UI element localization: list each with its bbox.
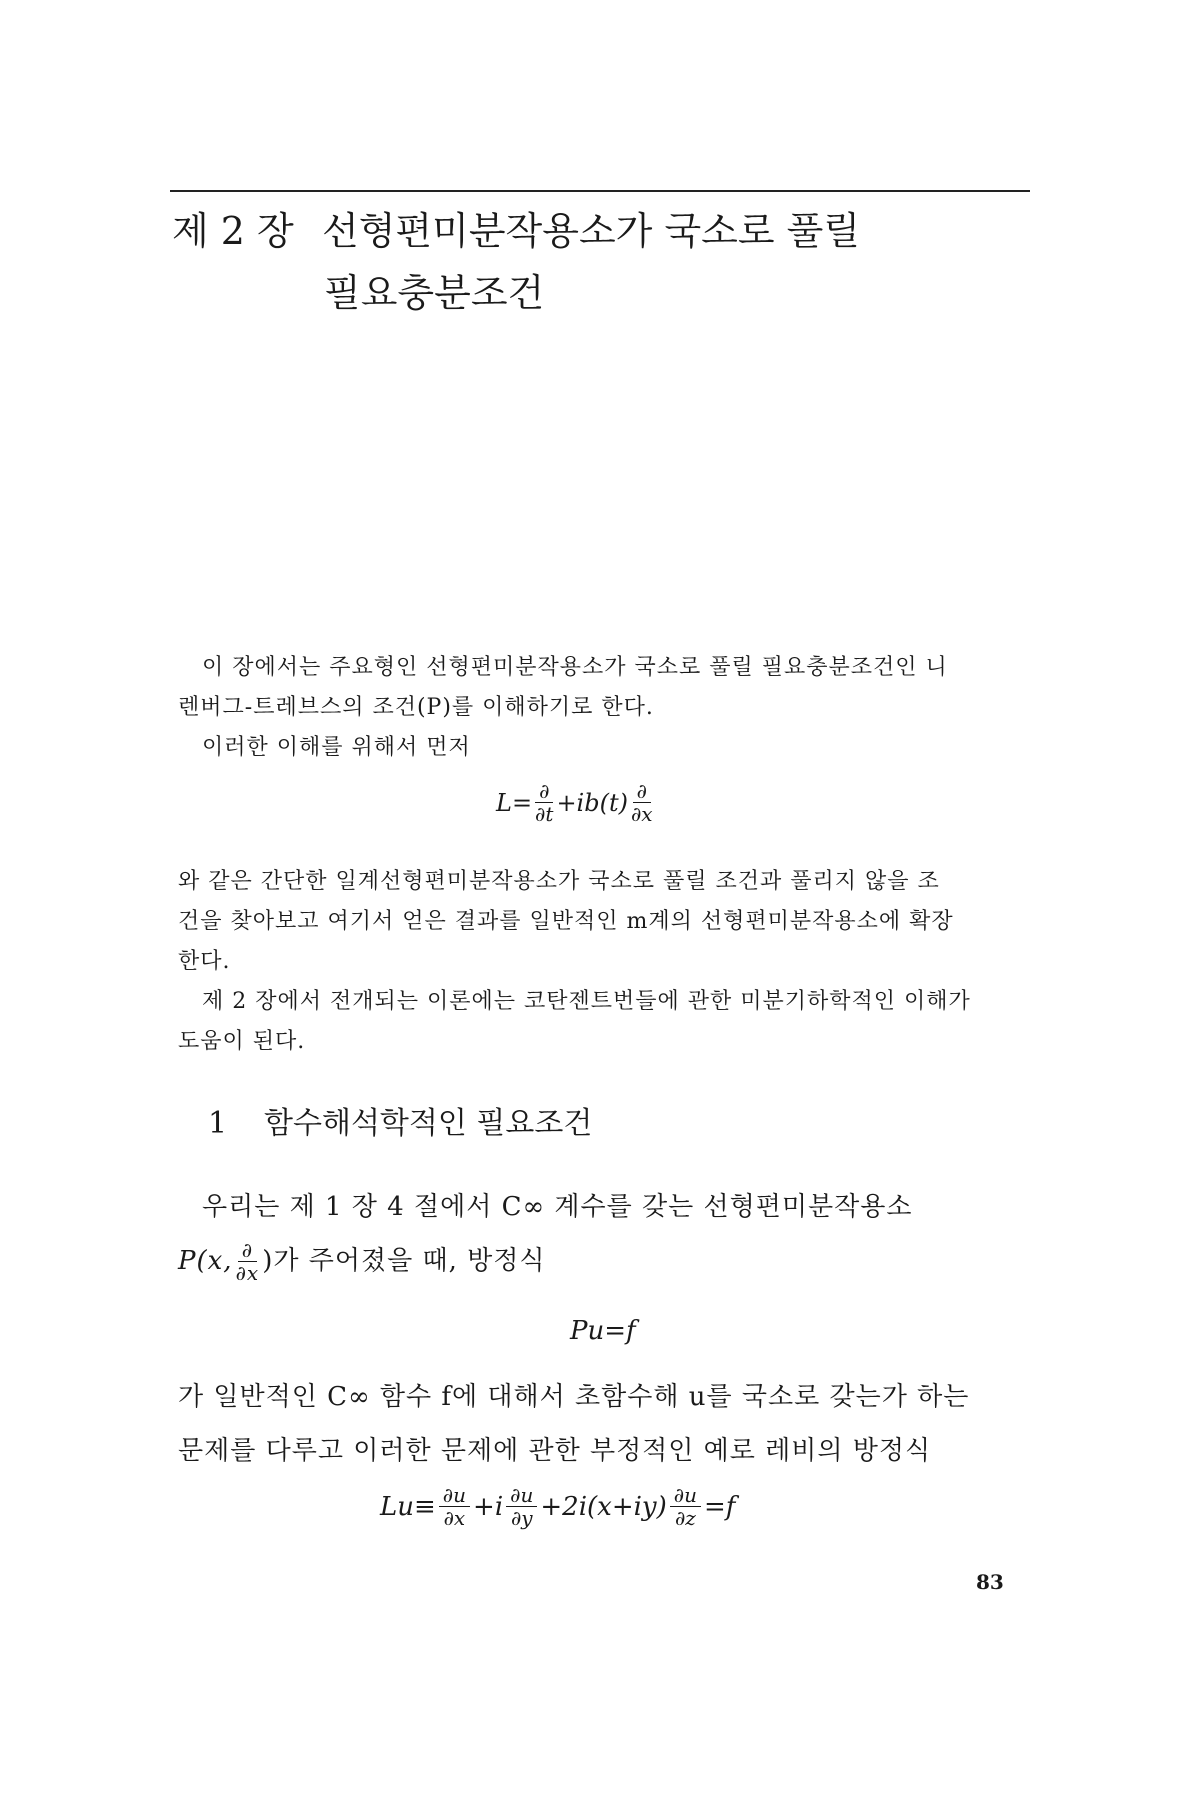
text-line: 이 장에서는 주요형인 선형편미분작용소가 국소로 풀릴 필요충분조건인 니: [202, 655, 948, 680]
intro-paragraph-1: [178, 648, 1028, 768]
eq-mid: +ib(t): [556, 788, 628, 817]
equation-L: [496, 780, 656, 825]
text-line: 건을 찾아보고 여기서 얻은 결과를 일반적인 m계의 선형편미분작용소에 확장: [178, 909, 954, 934]
text-line: 우리는 제 1 장 4 절에서 C∞ 계수를 갖는 선형편미분작용소: [202, 1192, 913, 1222]
section-heading: [208, 1098, 592, 1142]
text-line: 이러한 이해를 위해서 먼저: [202, 735, 471, 760]
fraction-d-dx: $\frac{\partial}{\partial x}$: [630, 779, 653, 826]
fraction-d-dx: $\frac{\partial}{\partial x}$: [235, 1237, 260, 1285]
text-line-with-fraction: P(x, $\frac{\partial}{\partial x}$ )가 주어졌을 때, 방정식: [178, 1237, 546, 1285]
intro-paragraph-2: [178, 862, 1028, 1062]
text-line: 와 같은 간단한 일계선형편미분작용소가 국소로 풀릴 조건과 풀리지 않을 조: [178, 869, 940, 894]
chapter-heading: [172, 200, 860, 324]
fraction-d-dt: $\frac{\partial}{\partial t}$: [535, 779, 554, 826]
section-title: 함수해석학적인 필요조건: [264, 1106, 593, 1141]
equation-Pu: Pu=f: [570, 1316, 636, 1346]
text-line: 한다.: [178, 949, 231, 974]
chapter-title-line2: 필요충분조건: [324, 271, 545, 315]
equation-Lu: Lu≡ $\frac{\partial u}{\partial x}$ +i $\frac{\partial u}{\partial y}$ +2i(x+iy) $\frac{\partial u}{\partial z}$ =f: [380, 1483, 736, 1530]
text-line: 가 일반적인 C∞ 함수 f에 대해서 초함수해 u를 국소로 갖는가 하는: [178, 1382, 970, 1412]
text-line: 문제를 다루고 이러한 문제에 관한 부정적인 예로 레비의 방정식: [178, 1436, 932, 1466]
chapter-rule: [170, 190, 1030, 192]
section-number: 1: [208, 1106, 228, 1141]
text-line: 렌버그-트레브스의 조건(P)를 이해하기로 한다.: [178, 695, 654, 720]
fraction-du-dz: $\frac{\partial u}{\partial z}$: [670, 1484, 701, 1529]
body-paragraph: [178, 1180, 1038, 1288]
chapter-title-line1: 선형편미분작용소가 국소로 풀릴: [322, 209, 861, 253]
text-line: 제 2 장에서 전개되는 이론에는 코탄젠트번들에 관한 미분기하학적인 이해가: [202, 989, 971, 1014]
chapter-number: 제 2 장: [172, 209, 294, 253]
fraction-du-dx: $\frac{\partial u}{\partial x}$: [439, 1484, 470, 1529]
eq-lhs: L=: [496, 788, 533, 817]
fraction-du-dy: $\frac{\partial u}{\partial y}$: [506, 1484, 537, 1529]
text-line: 도움이 된다.: [178, 1029, 306, 1054]
body-paragraph-2: [178, 1370, 1038, 1478]
page-number: 83: [976, 1570, 1004, 1594]
